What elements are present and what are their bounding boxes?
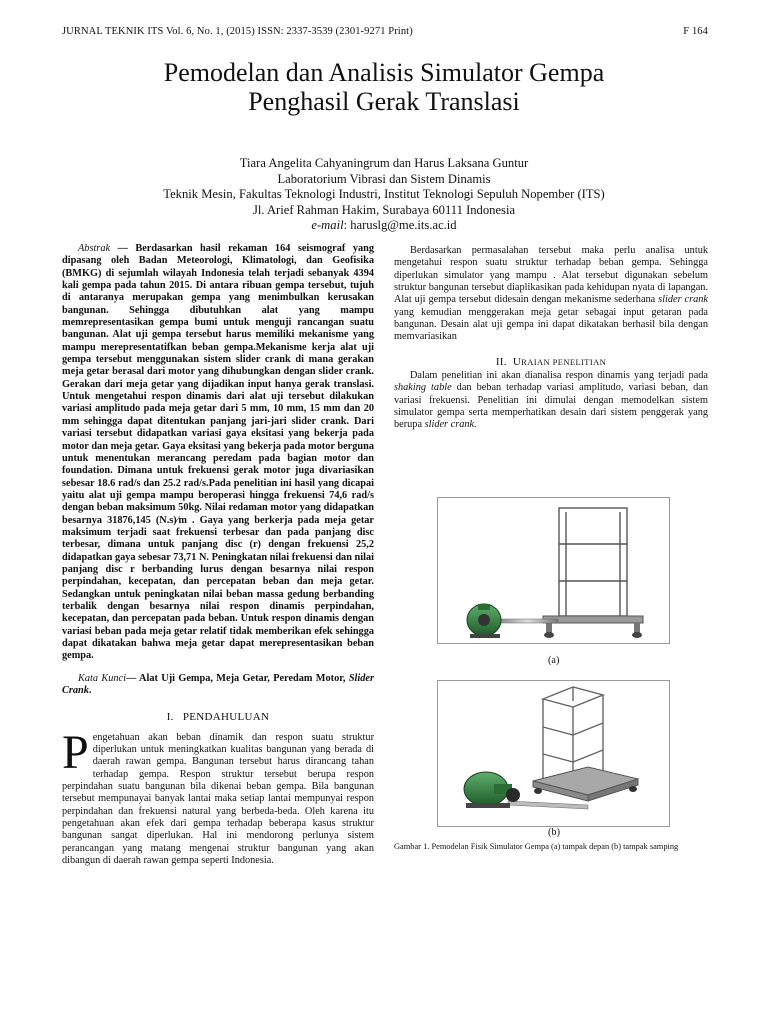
figure-caption: Gambar 1. Pemodelan Fisik Simulator Gempa (a) tampak depan (b) tampak samping bbox=[394, 842, 679, 851]
keywords-label: Kata Kunci bbox=[78, 672, 126, 684]
figure-front-view bbox=[437, 497, 670, 644]
simulator-front-view-image bbox=[438, 498, 669, 643]
author-names: Tiara Angelita Cahyaningrum dan Harus Laksana Guntur bbox=[239, 156, 529, 170]
keywords: Kata Kunci— Alat Uji Gempa, Meja Getar, Peredam Motor, Slider Crank. bbox=[62, 672, 374, 697]
paper-title bbox=[0, 58, 768, 116]
title-line-2: Penghasil Gerak Translasi bbox=[248, 87, 520, 116]
simulator-side-view-image bbox=[438, 681, 669, 826]
paragraph-methods: Dalam penelitian ini akan dianalisa respon dinamis yang terjadi pada shaking table dan beban terhadap variasi amplitudo, variasi beban, dan variasi frekuensi. Penelitian ini dimulai dengan memodelkan sistem simulator gempa serta memperhatikan desain dari sistem penggerak yang berupa slider crank. bbox=[394, 370, 708, 431]
author-lab: Laboratorium Vibrasi dan Sistem Dinamis bbox=[277, 171, 491, 186]
author-department: Teknik Mesin, Fakultas Teknologi Industri, Institut Teknologi Sepuluh Nopember (ITS) bbox=[163, 187, 605, 202]
introduction-paragraph: Pengetahuan akan beban dinamik dan respon suatu struktur diperlukan untuk meningkatkan kualitas bangunan yang berada di daerah rawan gempa. Bangunan tersebut harus dirancang tahan terhadap gempa. Respon struktur tersebut berupa respon perpindahan suatu bangunan bila dikenai beban gempa. Bila bangunan tersebut mempunayai banyak lantai maka setiap lantai mempunyai respon perpindahan dan frekuensi natural yang berbeda-beda. Oleh karena itu pengetahuan akan efek dari gempa terhadap beberapa kasus struktur bangunan sangat diperlukan. Hal ini mendorong perlunya sistem perancangan yang matang mengenai struktur bangunan yang akan dibangun di daerah rawan gempa seperti Indonesia. bbox=[62, 725, 374, 867]
left-column bbox=[62, 243, 374, 868]
title-line-1: Pemodelan dan Analisis Simulator Gempa bbox=[163, 58, 605, 87]
author-email: e-mail: haruslg@me.its.ac.id bbox=[311, 218, 457, 233]
abstract-label: Abstrak bbox=[78, 243, 111, 254]
author-block bbox=[0, 156, 768, 234]
section-heading-introduction: I. PENDAHULUAN bbox=[166, 711, 270, 724]
figure-side-view bbox=[437, 680, 670, 827]
running-header-journal: JURNAL TEKNIK ITS Vol. 6, No. 1, (2015) ISSN: 2337-3539 (2301-9271 Print) bbox=[62, 26, 413, 37]
author-address: Jl. Arief Rahman Hakim, Surabaya 60111 Indonesia bbox=[252, 202, 516, 217]
drop-cap: P bbox=[62, 725, 89, 779]
figure-a-label: (a) bbox=[548, 655, 560, 666]
section-heading-methods: II. URAIAN PENELITIAN bbox=[495, 355, 607, 368]
abstract-text: — Berdasarkan hasil rekaman 164 seismograf yang dipasang oleh Badan Meteorologi, Klimatologi, dan Geofisika (BMKG) di sejumlah wilayah Indonesia telah terjadi sebanyak 4394 kali gempa pada tahun 2015. Di antara ribuan gempa tersebut, tujuh di antaranya merupakan gempa yang menimbulkan kerusakan bangunan. Sehingga dibutuhkan alat yang mampu memrepresentasikan gempa bumi untuk menguji rancangan suatu bangunan. Alat uji gempa tersebut harus memiliki mekanisme yang mampu merepresentatifkan beban gempa.Mekanisme kerja alat uji gempa tersebut menggunakan sistem slider crank di mana gerakan meja getar berasal dari motor yang dihubungkan dengan slider crank. Gerakan dari meja getar yang dijadikan input hanya gerak translasi. Untuk mengetahui respon dinamis dari alat uji tersebut dilakukan variasi amplitudo pada meja getar dari 5 mm, 10 mm, 15 mm dan 20 mm sehingga dapat ditentukan panjang jari-jari slider crank. Dari variasi tersebut didapatkan variasi gaya eksitasi yang bekerja pada motor dan meja getar. Gaya eksitasi yang bekerja pada motor berguna untuk menentukan merancang peredam pada bagian motor dan foundation. Dimana untuk frekuensi gerak motor juga divariasikan sebesar 18.6 rad/s dan 25.2 rad/s.Pada penelitian ini hasil yang dicapai yaitu alat uji gempa mampu beroperasi hingga frekuensi 74,6 rad/s dengan beban maksimum 50kg. Nilai redaman motor yang didapatkan besarnya 31876,145 (N.s)⁄m . Gaya yang berkerja pada meja getar maksimum terjadi saat frekuensi terbesar dan pada panjang disc terbesar, dimana untuk panjang disc (r) dengan frekuensi 25,2 didapatkan gaya sebesar 73,71 N. Peningkatan nilai frekuensi dan nilai panjang disc r berbanding lurus dengan besarnya nilai respon perpindahan, kecepatan, dan percepatan beban dan meja getar. Sedangkan untuk peningkatan nilai beban massa gedung berbanding terbalik dengan besarnya nilai respon dinamis perpindahan, kecepatan, dan percepatan pada beban. Untuk respon dinamis dengan variasi beban pada meja getar relatif tidak memberikan efek sehingga dapat dikatakan bahwa meja getar dapat merepresentasikan beban gempa. bbox=[62, 243, 374, 662]
right-column bbox=[394, 245, 708, 432]
figure-b-label: (b) bbox=[548, 827, 561, 838]
paragraph-problem-statement: Berdasarkan permasalahan tersebut maka perlu analisa untuk mengetahui respon suatu struktur terhadap beban gempa. Sehingga diperlukan simulator yang mampu . Alat tersebut digunakan sebelum struktur bangunan tersebut diaplikasikan pada kehidupan nyata di lapangan. Alat uji gempa tersebut didesain dengan mekanisme sederhana slider crank yang kemudian menggerakan meja getar sebagai input getaran pada bangunan. Desain alat uji gempa ini dapat dikatakan berhasil bila dengan memvariasikan bbox=[394, 245, 708, 343]
page-number: F 164 bbox=[683, 26, 708, 37]
abstract bbox=[62, 243, 374, 663]
